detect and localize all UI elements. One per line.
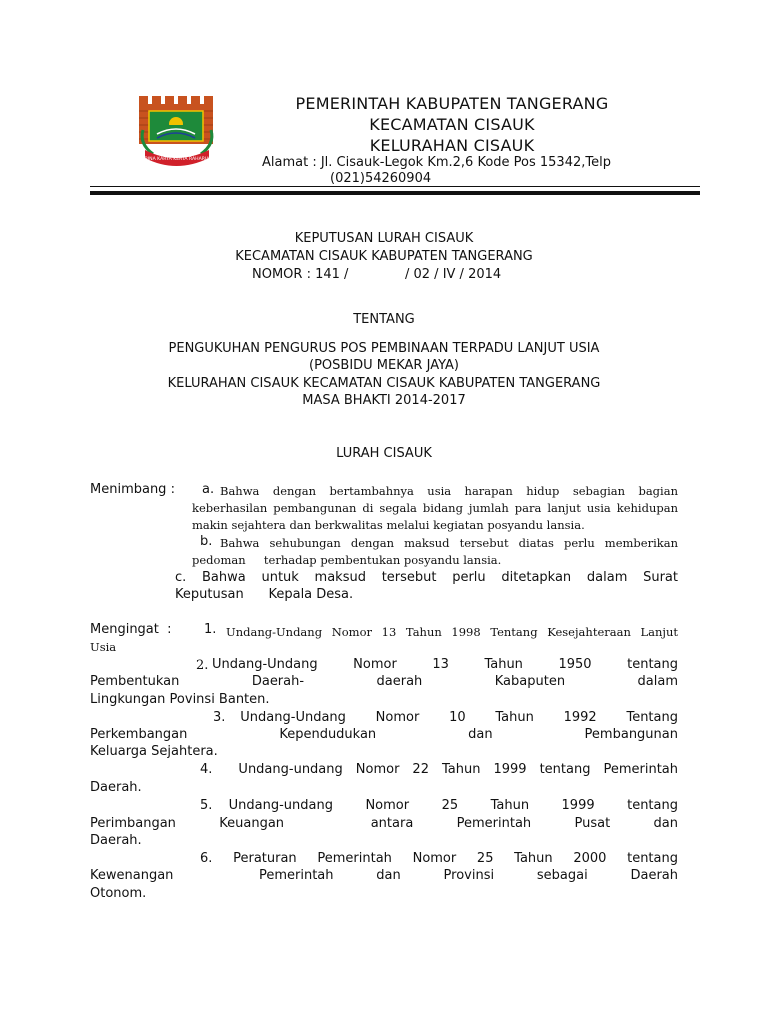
mengingat-item-1-line-1: Undang-Undang Nomor 13 Tahun 1998 Tentang Kesejahteraan Lanjut (226, 625, 678, 639)
menimbang-c-line-2: Keputusan Kepala Desa. (175, 587, 354, 602)
mengingat-item-4-line-1: 4. Undang-undang Nomor 22 Tahun 1999 tentang Pemerintah (200, 762, 678, 777)
mengingat-item-5-line-1: 5. Undang-undang Nomor 25 Tahun 1999 tentang (200, 798, 678, 813)
menimbang-a-line-1: Bahwa dengan bertambahnya usia harapan hidup sebagian bagian (220, 484, 678, 498)
regency-emblem-icon (135, 94, 219, 166)
subject-line-4: MASA BHAKTI 2014-2017 (302, 393, 466, 408)
mengingat-item-2-marker: 2. (196, 658, 209, 673)
letterhead-phone: (021)54260904 (330, 171, 432, 186)
mengingat-item-6-line-1: 6. Peraturan Pemerintah Nomor 25 Tahun 2000 tentang (200, 851, 678, 866)
decree-title: KEPUTUSAN LURAH CISAUK (294, 231, 474, 246)
menimbang-b-line-1: Bahwa sehubungan dengan maksud tersebut diatas perlu memberikan (220, 536, 678, 550)
mengingat-item-6-line-2: Kewenangan Pemerintah dan Provinsi sebagai Daerah (90, 868, 678, 883)
mengingat-item-3-line-1: 3. Undang-Undang Nomor 10 Tahun 1992 Tentang (213, 710, 678, 725)
mengingat-item-1-line-2: Usia (90, 640, 117, 654)
menimbang-b-marker: b. (200, 534, 213, 549)
letterhead-rule-thin (90, 186, 700, 187)
letterhead-village: KELURAHAN CISAUK (369, 136, 535, 155)
mengingat-item-2-line-1: Undang-Undang Nomor 13 Tahun 1950 tentang (212, 657, 678, 672)
signatory-heading: LURAH CISAUK (336, 446, 432, 461)
mengingat-item-6-line-3: Otonom. (90, 886, 147, 901)
menimbang-b-line-2: pedoman terhadap pembentukan posyandu lansia. (192, 553, 502, 567)
mengingat-item-5-line-2: Perimbangan Keuangan antara Pemerintah Pusat dan (90, 816, 678, 831)
emblem-motto: BINA KARYA KERTA RAHARJA (144, 157, 210, 162)
mengingat-label: Mengingat : (90, 622, 172, 637)
menimbang-c-line-1: c. Bahwa untuk maksud tersebut perlu ditetapkan dalam Surat (175, 570, 678, 585)
mengingat-item-4-line-2: Daerah. (90, 780, 142, 795)
mengingat-item-3-line-3: Keluarga Sejahtera. (90, 744, 218, 759)
letterhead-government: PEMERINTAH KABUPATEN TANGERANG (295, 94, 609, 113)
menimbang-a-line-2: keberhasilan pembangunan di segala bidang jumlah para lanjut usia kehidupan (192, 501, 678, 515)
menimbang-label: Menimbang : (90, 482, 175, 497)
decree-subtitle: KECAMATAN CISAUK KABUPATEN TANGERANG (235, 249, 533, 264)
letterhead-address: Alamat : Jl. Cisauk-Legok Km.2,6 Kode Pos 15342,Telp (262, 155, 611, 170)
mengingat-item-3-line-2: Perkembangan Kependudukan dan Pembangunan (90, 727, 678, 742)
letterhead-rule-thick (90, 191, 700, 195)
subject-line-1: PENGUKUHAN PENGURUS POS PEMBINAAN TERPADU LANJUT USIA (168, 341, 600, 356)
decree-number-suffix: / 02 / IV / 2014 (405, 267, 502, 282)
tentang-label: TENTANG (353, 312, 415, 327)
mengingat-item-5-line-3: Daerah. (90, 833, 142, 848)
decree-number-prefix: NOMOR : 141 / (252, 267, 349, 282)
subject-line-3: KELURAHAN CISAUK KECAMATAN CISAUK KABUPATEN TANGERANG (167, 376, 601, 391)
menimbang-a-marker: a. (202, 482, 215, 497)
menimbang-a-line-3: makin sejahtera dan berkwalitas melalui kegiatan posyandu lansia. (192, 518, 585, 532)
mengingat-item-2-line-2: Pembentukan Daerah- daerah Kabaputen dalam (90, 674, 678, 689)
letterhead-district: KECAMATAN CISAUK (369, 115, 535, 134)
mengingat-item-2-line-3: Lingkungan Povinsi Banten. (90, 692, 270, 707)
subject-line-2: (POSBIDU MEKAR JAYA) (309, 358, 459, 373)
mengingat-item-1-marker: 1. (204, 622, 217, 637)
